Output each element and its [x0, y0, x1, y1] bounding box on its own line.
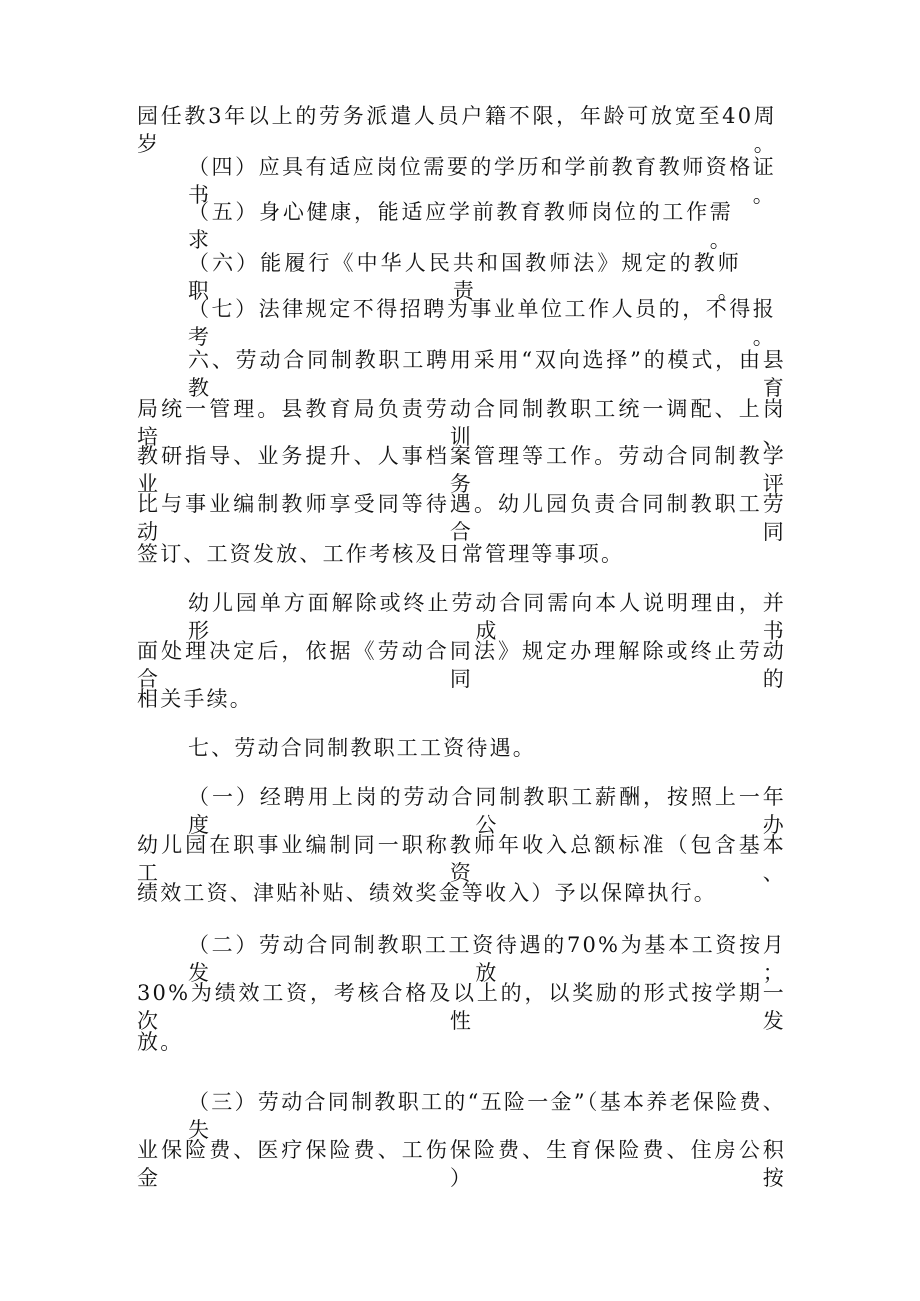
text-line-7: 局统一管理。县教育局负责劳动合同制教职工统一调配、上岗培训、: [137, 397, 786, 449]
text-line-10: 签订、工资发放、工作考核及日常管理等事项。: [137, 542, 625, 566]
text-line-21: （三）劳动合同制教职工的“五险一金”（基本养老保险费、失: [188, 1090, 786, 1142]
text-line-12: 面处理决定后，依据《劳动合同法》规定办理解除或终止劳动合同的: [137, 639, 786, 691]
text-line-17: 绩效工资、津贴补贴、绩效奖金等收入）予以保障执行。: [137, 881, 717, 905]
text-line-2: （四）应具有适应岗位需要的学历和学前教育教师资格证书。: [188, 155, 776, 207]
text-line-3: （五）身心健康，能适应学前教育教师岗位的工作需求。: [188, 200, 733, 252]
text-line-18: （二）劳动合同制教职工工资待遇的70%为基本工资按月发放；: [188, 933, 786, 985]
text-line-6: 六、劳动合同制教职工聘用采用“双向选择”的模式，由县教育: [188, 348, 786, 400]
text-line-16: 幼儿园在职事业编制同一职称教师年收入总额标准（包含基本工资、: [137, 833, 786, 885]
text-line-1: 园任教3年以上的劳务派遣人员户籍不限，年龄可放宽至40周岁。: [137, 104, 777, 156]
text-line-14: 七、劳动合同制教职工工资待遇。: [188, 736, 536, 760]
text-line-8: 教研指导、业务提升、人事档案管理等工作。劳动合同制教学业务评: [137, 444, 786, 496]
text-line-4: （六）能履行《中华人民共和国教师法》规定的教师职责。: [188, 251, 741, 303]
text-line-19: 30%为绩效工资，考核合格及以上的，以奖励的形式按学期一次性发: [137, 981, 786, 1033]
text-line-20: 放。: [137, 1030, 184, 1054]
text-line-13: 相关手续。: [137, 687, 253, 711]
text-line-15: （一）经聘用上岗的劳动合同制教职工薪酬，按照上一年度公办: [188, 785, 786, 837]
text-line-5: （七）法律规定不得招聘为事业单位工作人员的，不得报考。: [188, 297, 776, 349]
text-line-9: 比与事业编制教师享受同等待遇。幼儿园负责合同制教职工劳动合同: [137, 492, 786, 544]
text-line-11: 幼儿园单方面解除或终止劳动合同需向本人说明理由，并形成书: [188, 591, 786, 643]
text-line-22: 业保险费、医疗保险费、工伤保险费、生育保险费、住房公积金）按: [137, 1138, 786, 1190]
